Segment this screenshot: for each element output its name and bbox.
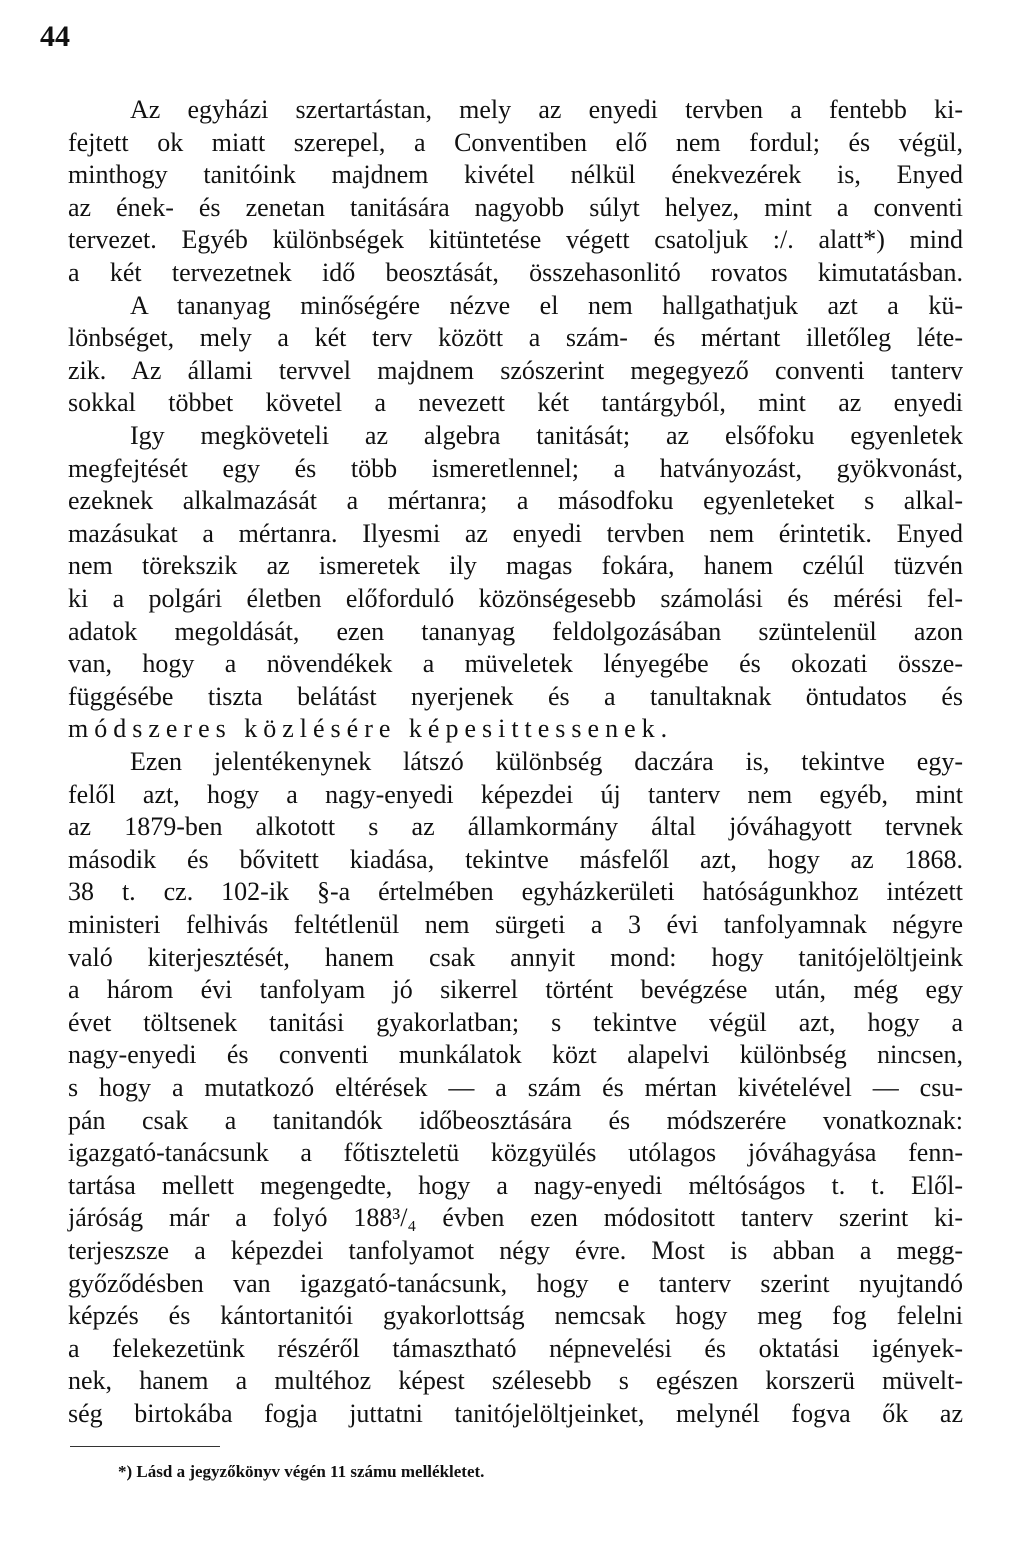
footnote: *) Lásd a jegyzőkönyv végén 11 számu mellékletet. [118, 1462, 485, 1481]
text-line: az ének- és zenetan tanitására nagyobb súlyt helyez, mint a conventi [68, 192, 963, 222]
text-line: ministeri felhivás feltétlenül nem sürgeti a 3 évi tanfolyamnak négyre [68, 910, 963, 939]
text-line: Az egyházi szertartástan, mely az enyedi tervben a fentebb ki- [130, 95, 963, 124]
text-line: nek, hanem a multéhoz képest szélesebb s egészen korszerü müvelt- [68, 1366, 963, 1396]
text-line: a három évi tanfolyam jó sikerrel történt bevégzése után, még egy [68, 975, 963, 1005]
text-line: második és bővitett kiadása, tekintve másfelől azt, hogy az 1868. [68, 844, 963, 874]
text-line: zik. Az állami tervvel majdnem szószerint megegyező conventi tanterv [68, 355, 963, 385]
page-number: 44 [40, 20, 70, 53]
text-line: győződésben van igazgató-tanácsunk, hogy e tanterv szerint nyujtandó [68, 1268, 963, 1298]
text-line: való kiterjesztését, hanem csak annyit mond: hogy tanitójelöltjeink [68, 942, 963, 972]
text-line: ezeknek alkalmazását a mértanra; a másodfoku egyenleteket s alkal- [68, 486, 963, 516]
text-line: járóság már a folyó 188³/₄ évben ezen módositott tanterv szerint ki- [68, 1203, 963, 1233]
text-line: sokkal többet követel a nevezett két tantárgyból, mint az enyedi [68, 388, 963, 418]
text-line: a két tervezetnek idő beosztását, összehasonlitó rovatos kimutatásban. [68, 258, 963, 287]
text-line: mazásukat a mértanra. Ilyesmi az enyedi tervben nem érintetik. Enyed [68, 518, 963, 548]
text-line: tartása mellett megengedte, hogy a nagy-enyedi méltóságos t. t. Elől- [68, 1170, 963, 1200]
text-line: fejtett ok miatt szerepel, a Conventiben elő nem fordul; és végül, [68, 127, 963, 157]
text-line: s hogy a mutatkozó eltérések — a szám és mértan kivételével — csu- [68, 1073, 963, 1102]
text-line: a felekezetünk részéről támasztható népnevelési és oktatási igények- [68, 1333, 963, 1363]
text-line: Ezen jelentékenynek látszó különbség daczára is, tekintve egy- [130, 747, 963, 776]
text-line: az 1879-ben alkotott s az államkormány által jóváhagyott tervnek [68, 812, 963, 842]
text-line: ség birtokába fogja juttatni tanitójelöltjeinket, melynél fogva ők az [68, 1399, 963, 1428]
footnote-divider [70, 1446, 220, 1447]
text-line: nem törekszik az ismeretek ily magas fokára, hanem czélúl tüzvén [68, 551, 963, 581]
text-line: minthogy tanitóink majdnem kivétel nélkül énekvezérek is, Enyed [68, 160, 963, 190]
text-line: felől azt, hogy a nagy-enyedi képezdei új tanterv nem egyéb, mint [68, 779, 963, 809]
text-line: nagy-enyedi és conventi munkálatok közt alapelvi különbség nincsen, [68, 1040, 963, 1070]
text-line: módszeres közlésére képesittessenek. [68, 714, 674, 744]
text-line: van, hogy a növendékek a müveletek lényegébe és okozati össze- [68, 649, 963, 679]
text-line: lönbséget, mely a két terv között a szám- és mértant illetőleg léte- [68, 323, 963, 353]
text-line: ki a polgári életben előforduló közönségesebb számolási és mérési fel- [68, 584, 963, 613]
text-line: tervezet. Egyéb különbségek kitüntetése végett csatoljuk :/. alatt*) mind [68, 225, 963, 255]
text-line: adatok megoldását, ezen tananyag feldolgozásában szüntelenül azon [68, 616, 963, 646]
text-line: képzés és kántortanitói gyakorlottság nemcsak hogy meg fog felelni [68, 1301, 963, 1331]
text-line: függésébe tiszta belátást nyerjenek és a tanultaknak öntudatos és [68, 681, 963, 711]
text-line: 38 t. cz. 102-ik §-a értelmében egyházkerületi hatóságunkhoz intézett [68, 877, 963, 907]
text-line: igazgató-tanácsunk a főtiszteletü közgyülés utólagos jóváhagyása fenn- [68, 1138, 963, 1168]
text-line: Igy megköveteli az algebra tanitását; az elsőfoku egyenletek [130, 421, 963, 450]
text-line: terjeszsze a képezdei tanfolyamot négy évre. Most is abban a megg- [68, 1236, 963, 1265]
text-line: megfejtését egy és több ismeretlennel; a hatványozást, gyökvonást, [68, 453, 963, 483]
text-line: pán csak a tanitandók időbeosztására és módszerére vonatkoznak: [68, 1105, 963, 1135]
text-line: évet töltsenek tanitási gyakorlatban; s tekintve végül azt, hogy a [68, 1007, 963, 1037]
text-line: A tananyag minőségére nézve el nem hallgathatjuk azt a kü- [130, 290, 963, 320]
